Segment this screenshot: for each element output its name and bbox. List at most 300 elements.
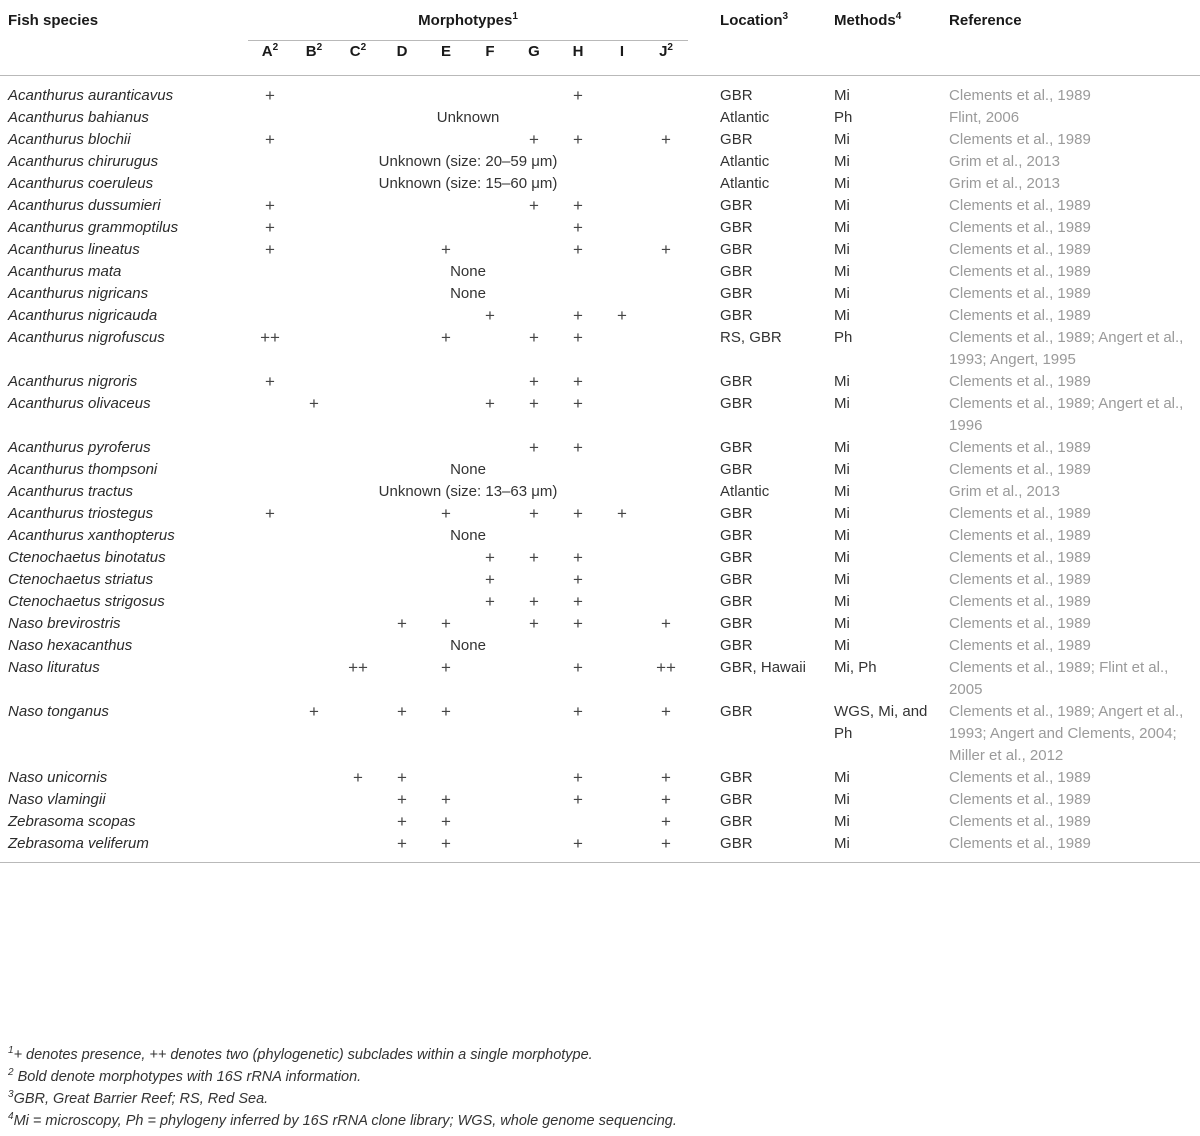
footnotes — [8, 1044, 1188, 1132]
morphotype-cell-f — [468, 437, 512, 459]
morphotype-cell-g — [512, 833, 556, 863]
morphotype-cell-d — [380, 503, 424, 525]
morphotype-note: None — [450, 527, 486, 544]
species-name: Acanthurus tractus — [8, 483, 134, 500]
morphotype-cell-e — [424, 76, 468, 108]
table-row — [0, 481, 1200, 503]
morphotype-note: None — [450, 285, 486, 302]
header-methods-label: Methods — [834, 12, 896, 29]
morphotype-cell-f — [468, 657, 512, 701]
reference-cell: Clements et al., 1989 — [949, 439, 1091, 456]
table-row — [0, 613, 1200, 635]
morphotype-cell-g — [512, 217, 556, 239]
location-cell: GBR — [720, 791, 753, 808]
table-row — [0, 547, 1200, 569]
morphotype-cell-a: + — [265, 130, 275, 149]
morphotype-cell-f — [468, 613, 512, 635]
location-cell: GBR — [720, 637, 753, 654]
gap-cell — [688, 591, 720, 613]
morphotype-sup: 2 — [667, 42, 673, 53]
morphotype-cell-h: + — [573, 86, 583, 105]
table-row — [0, 327, 1200, 371]
table-row — [0, 151, 1200, 173]
reference-cell: Clements et al., 1989 — [949, 615, 1091, 632]
morphotype-cell-e — [424, 371, 468, 393]
morphotype-cell-g: + — [529, 438, 539, 457]
reference-cell: Grim et al., 2013 — [949, 175, 1060, 192]
reference-cell: Clements et al., 1989 — [949, 813, 1091, 830]
morphotype-note: Unknown (size: 13–63 μm) — [378, 483, 558, 500]
footnote-text: GBR, Great Barrier Reef; RS, Red Sea. — [13, 1091, 269, 1107]
methods-cell: Mi — [834, 813, 850, 830]
location-cell: GBR, Hawaii — [720, 659, 806, 676]
morphotype-cell-c — [336, 503, 380, 525]
gap-cell — [688, 657, 720, 701]
morphotype-cell-c — [336, 701, 380, 767]
table-row — [0, 107, 1200, 129]
location-cell: GBR — [720, 219, 753, 236]
morphotype-cell-c — [336, 129, 380, 151]
morphotype-cell-a — [248, 305, 292, 327]
species-name: Acanthurus nigricauda — [8, 307, 158, 324]
table-row — [0, 371, 1200, 393]
morphotype-cell-c — [336, 591, 380, 613]
morphotype-header-d — [380, 41, 424, 76]
morphotype-cell-e — [424, 547, 468, 569]
morphotype-cell-j — [644, 591, 688, 613]
location-cell: Atlantic — [720, 483, 770, 500]
header-morphotypes-label: Morphotypes — [418, 12, 513, 29]
morphotype-cell-g — [512, 811, 556, 833]
morphotype-cell-c — [336, 239, 380, 261]
morphotype-header-j — [644, 41, 688, 76]
methods-cell: Mi — [834, 637, 850, 654]
morphotype-cell-h: + — [573, 614, 583, 633]
morphotype-cell-g: + — [529, 394, 539, 413]
morphotype-cell-a — [248, 393, 292, 437]
morphotype-cell-d: + — [397, 812, 407, 831]
morphotype-cell-j — [644, 217, 688, 239]
reference-cell: Grim et al., 2013 — [949, 153, 1060, 170]
gap-cell — [688, 569, 720, 591]
morphotype-header-h — [556, 41, 600, 76]
morphotype-cell-i: + — [617, 504, 627, 523]
reference-cell: Clements et al., 1989; Angert et al., 1993; Angert, 1995 — [949, 329, 1184, 368]
table-row — [0, 635, 1200, 657]
morphotype-cell-h: + — [573, 592, 583, 611]
methods-cell: Ph — [834, 329, 853, 346]
methods-cell: Mi — [834, 153, 850, 170]
footnote-marker: 2 — [8, 1067, 14, 1079]
location-cell: GBR — [720, 373, 753, 390]
morphotype-cell-f: + — [485, 548, 495, 567]
morphotype-cell-j: + — [661, 768, 671, 787]
table-row — [0, 767, 1200, 789]
gap-cell — [688, 217, 720, 239]
location-cell: GBR — [720, 285, 753, 302]
reference-cell: Clements et al., 1989 — [949, 131, 1091, 148]
morphotype-cell-a — [248, 547, 292, 569]
morphotype-label: D — [396, 43, 408, 60]
subheader-blank-methods — [834, 41, 949, 76]
subheader-blank-location — [720, 41, 834, 76]
location-cell: GBR — [720, 769, 753, 786]
species-name: Acanthurus olivaceus — [8, 395, 151, 412]
morphotype-header-a — [248, 41, 292, 76]
gap-cell — [688, 371, 720, 393]
morphotype-cell-a: + — [265, 218, 275, 237]
morphotype-cell-h: + — [573, 790, 583, 809]
species-name: Acanthurus thompsoni — [8, 461, 158, 478]
methods-cell: Mi — [834, 483, 850, 500]
location-cell: GBR — [720, 263, 753, 280]
morphotype-cell-a — [248, 437, 292, 459]
morphotype-header-g — [512, 41, 556, 76]
morphotype-label: B — [305, 43, 317, 60]
morphotype-cell-a: ++ — [260, 328, 280, 347]
morphotype-cell-e — [424, 437, 468, 459]
morphotype-cell-i — [600, 129, 644, 151]
morphotype-cell-f — [468, 371, 512, 393]
gap-cell — [688, 833, 720, 863]
morphotype-cell-b — [292, 327, 336, 371]
morphotype-label: E — [440, 43, 451, 60]
location-cell: Atlantic — [720, 153, 770, 170]
morphotype-cell-e — [424, 129, 468, 151]
location-cell: Atlantic — [720, 175, 770, 192]
morphotype-cell-f — [468, 217, 512, 239]
morphotype-cell-h: + — [573, 438, 583, 457]
morphotype-cell-e — [424, 591, 468, 613]
gap-cell — [688, 239, 720, 261]
footnote-text: Mi = microscopy, Ph = phylogeny inferred by 16S rRNA clone library; WGS, whole genome sequencing. — [13, 1113, 677, 1129]
morphotype-cell-d — [380, 393, 424, 437]
table-row — [0, 217, 1200, 239]
table-row — [0, 525, 1200, 547]
methods-cell: Mi — [834, 285, 850, 302]
location-cell: GBR — [720, 835, 753, 852]
morphotype-cell-g: + — [529, 196, 539, 215]
morphotype-cell-j — [644, 327, 688, 371]
species-name: Naso unicornis — [8, 769, 108, 786]
morphotype-cell-j: + — [661, 130, 671, 149]
morphotype-cell-b — [292, 657, 336, 701]
morphotype-cell-h: + — [573, 570, 583, 589]
table-row — [0, 305, 1200, 327]
morphotype-note: Unknown — [436, 109, 500, 126]
morphotype-cell-i — [600, 767, 644, 789]
morphotype-header-b — [292, 41, 336, 76]
morphotype-cell-c — [336, 327, 380, 371]
morphotype-cell-e: + — [441, 834, 451, 853]
species-name: Acanthurus pyroferus — [8, 439, 151, 456]
morphotype-cell-b — [292, 195, 336, 217]
morphotype-note: Unknown (size: 20–59 μm) — [378, 153, 558, 170]
morphotype-cell-a — [248, 657, 292, 701]
table-row — [0, 437, 1200, 459]
morphotype-cell-i: + — [617, 306, 627, 325]
morphotype-label: I — [619, 43, 625, 60]
morphotype-cell-a — [248, 789, 292, 811]
gap-cell — [688, 635, 720, 657]
gap-cell — [688, 305, 720, 327]
morphotype-cell-i — [600, 437, 644, 459]
morphotype-cell-b — [292, 503, 336, 525]
reference-cell: Clements et al., 1989 — [949, 505, 1091, 522]
location-cell: GBR — [720, 439, 753, 456]
species-name: Acanthurus chirurugus — [8, 153, 159, 170]
morphotype-cell-b — [292, 547, 336, 569]
morphotype-cell-h: + — [573, 372, 583, 391]
morphotype-cell-h: + — [573, 328, 583, 347]
location-cell: GBR — [720, 241, 753, 258]
morphotype-cell-j: + — [661, 240, 671, 259]
methods-cell: Mi — [834, 527, 850, 544]
header-gap — [688, 10, 720, 41]
table-row — [0, 283, 1200, 305]
morphotype-cell-d — [380, 76, 424, 108]
morphotype-cell-a: + — [265, 240, 275, 259]
morphotype-label: J — [659, 43, 668, 60]
morphotype-cell-a — [248, 701, 292, 767]
reference-cell: Clements et al., 1989 — [949, 373, 1091, 390]
morphotype-cell-h: + — [573, 702, 583, 721]
morphotype-cell-f — [468, 833, 512, 863]
methods-cell: Mi — [834, 769, 850, 786]
methods-cell: Mi — [834, 307, 850, 324]
morphotype-cell-i — [600, 76, 644, 108]
species-name: Acanthurus blochii — [8, 131, 131, 148]
methods-cell: Mi — [834, 241, 850, 258]
species-name: Acanthurus xanthopterus — [8, 527, 175, 544]
morphotype-cell-g: + — [529, 130, 539, 149]
gap-cell — [688, 767, 720, 789]
morphotype-cell-g: + — [529, 504, 539, 523]
reference-cell: Clements et al., 1989 — [949, 219, 1091, 236]
gap-cell — [688, 195, 720, 217]
morphotype-cell-c — [336, 371, 380, 393]
reference-cell: Clements et al., 1989 — [949, 527, 1091, 544]
location-cell: GBR — [720, 571, 753, 588]
morphotype-cell-j — [644, 305, 688, 327]
location-cell: GBR — [720, 593, 753, 610]
table-row — [0, 129, 1200, 151]
morphotype-cell-c — [336, 217, 380, 239]
footnote — [8, 1088, 1188, 1110]
morphotype-cell-b — [292, 613, 336, 635]
footnote — [8, 1110, 1188, 1132]
reference-cell: Clements et al., 1989 — [949, 791, 1091, 808]
morphotype-cell-c — [336, 437, 380, 459]
morphotype-cell-b: + — [309, 394, 319, 413]
morphotype-cell-d — [380, 591, 424, 613]
morphotype-cell-i — [600, 327, 644, 371]
morphotype-cell-c: ++ — [348, 658, 368, 677]
header-location-label: Location — [720, 12, 783, 29]
morphotype-cell-b — [292, 305, 336, 327]
morphotype-cell-b — [292, 129, 336, 151]
morphotype-cell-g: + — [529, 328, 539, 347]
morphotype-cell-i — [600, 217, 644, 239]
methods-cell: Mi — [834, 549, 850, 566]
methods-cell: Mi — [834, 197, 850, 214]
species-name: Naso vlamingii — [8, 791, 106, 808]
morphotype-cell-c — [336, 811, 380, 833]
morphotype-cell-f — [468, 811, 512, 833]
morphotype-cell-a — [248, 833, 292, 863]
morphotype-cell-i — [600, 239, 644, 261]
table-row — [0, 261, 1200, 283]
species-name: Acanthurus triostegus — [8, 505, 154, 522]
table-row — [0, 195, 1200, 217]
morphotype-cell-e: + — [441, 328, 451, 347]
morphotype-note: None — [450, 461, 486, 478]
species-name: Acanthurus auranticavus — [8, 87, 174, 104]
morphotype-cell-d — [380, 371, 424, 393]
morphotype-cell-d — [380, 305, 424, 327]
morphotype-cell-h: + — [573, 196, 583, 215]
reference-cell: Clements et al., 1989 — [949, 637, 1091, 654]
header-methods — [834, 10, 949, 41]
morphotype-cell-g — [512, 239, 556, 261]
gap-cell — [688, 129, 720, 151]
morphotype-cell-a — [248, 767, 292, 789]
morphotype-cell-j — [644, 195, 688, 217]
table-row — [0, 393, 1200, 437]
reference-cell: Grim et al., 2013 — [949, 483, 1060, 500]
table-row — [0, 811, 1200, 833]
morphotype-cell-e: + — [441, 702, 451, 721]
methods-cell: Mi — [834, 439, 850, 456]
morphotype-cell-c — [336, 195, 380, 217]
morphotype-cell-a — [248, 613, 292, 635]
morphotype-cell-a: + — [265, 504, 275, 523]
morphotype-header-i — [600, 41, 644, 76]
header-row — [0, 10, 1200, 41]
species-name: Acanthurus coeruleus — [8, 175, 154, 192]
morphotype-cell-j — [644, 393, 688, 437]
header-location — [720, 10, 834, 41]
morphotype-cell-c — [336, 305, 380, 327]
morphotype-cell-d — [380, 547, 424, 569]
morphotype-cell-i — [600, 701, 644, 767]
morphotype-label: C — [349, 43, 361, 60]
reference-cell: Clements et al., 1989 — [949, 197, 1091, 214]
morphotype-cell-d: + — [397, 768, 407, 787]
methods-cell: Mi — [834, 175, 850, 192]
morphotype-cell-d — [380, 327, 424, 371]
morphotype-cell-h: + — [573, 306, 583, 325]
footnote-marker: 1 — [8, 1045, 14, 1057]
reference-cell: Clements et al., 1989 — [949, 549, 1091, 566]
morphotype-cell-a: + — [265, 196, 275, 215]
morphotype-cell-a: + — [265, 372, 275, 391]
gap-cell — [688, 393, 720, 437]
table-row — [0, 657, 1200, 701]
location-cell: GBR — [720, 549, 753, 566]
location-cell: GBR — [720, 395, 753, 412]
species-name: Naso hexacanthus — [8, 637, 133, 654]
species-name: Acanthurus lineatus — [8, 241, 140, 258]
morphotype-cell-f — [468, 76, 512, 108]
gap-cell — [688, 481, 720, 503]
table-row — [0, 239, 1200, 261]
methods-cell: Mi — [834, 505, 850, 522]
gap-cell — [688, 327, 720, 371]
location-cell: GBR — [720, 813, 753, 830]
reference-cell: Clements et al., 1989 — [949, 263, 1091, 280]
reference-cell: Clements et al., 1989 — [949, 835, 1091, 852]
morphotype-cell-d — [380, 217, 424, 239]
reference-cell: Clements et al., 1989 — [949, 241, 1091, 258]
morphotype-cell-a — [248, 569, 292, 591]
morphotype-cell-a — [248, 591, 292, 613]
morphotype-cell-i — [600, 657, 644, 701]
morphotype-note: Unknown (size: 15–60 μm) — [378, 175, 558, 192]
morphotype-cell-b — [292, 833, 336, 863]
morphotype-header-c — [336, 41, 380, 76]
table-row — [0, 76, 1200, 108]
table-row — [0, 833, 1200, 863]
morphotype-cell-a — [248, 811, 292, 833]
morphotype-cell-j: ++ — [656, 658, 676, 677]
footnote — [8, 1066, 1188, 1088]
morphotype-cell-b — [292, 217, 336, 239]
morphotype-cell-f: + — [485, 306, 495, 325]
morphotype-cell-b — [292, 371, 336, 393]
species-name: Naso brevirostris — [8, 615, 121, 632]
morphotype-cell-e: + — [441, 240, 451, 259]
morphotype-cell-f — [468, 239, 512, 261]
morphotype-cell-h: + — [573, 658, 583, 677]
morphotype-cell-g — [512, 76, 556, 108]
morphotype-cell-c — [336, 393, 380, 437]
gap-cell — [688, 459, 720, 481]
header-reference: Reference — [949, 12, 1022, 29]
footnote-marker: 4 — [8, 1111, 14, 1123]
morphotype-cell-h: + — [573, 548, 583, 567]
header-fish-species: Fish species — [8, 12, 99, 29]
reference-cell: Flint, 2006 — [949, 109, 1020, 126]
morphotype-header-e — [424, 41, 468, 76]
location-cell: GBR — [720, 307, 753, 324]
morphotype-cell-j — [644, 76, 688, 108]
morphotype-cell-j: + — [661, 812, 671, 831]
morphotype-cell-d — [380, 657, 424, 701]
morphotype-cell-e: + — [441, 658, 451, 677]
morphotype-label: F — [485, 43, 495, 60]
morphotype-cell-e — [424, 195, 468, 217]
species-name: Zebrasoma scopas — [8, 813, 136, 830]
morphotype-cell-f: + — [485, 394, 495, 413]
morphotype-cell-e — [424, 305, 468, 327]
morphotype-cell-b — [292, 767, 336, 789]
morphotype-cell-g — [512, 701, 556, 767]
morphotype-cell-f: + — [485, 592, 495, 611]
gap-cell — [688, 789, 720, 811]
methods-cell: Ph — [834, 109, 853, 126]
gap-cell — [688, 283, 720, 305]
reference-cell: Clements et al., 1989 — [949, 769, 1091, 786]
footnote — [8, 1044, 1188, 1066]
reference-cell: Clements et al., 1989 — [949, 285, 1091, 302]
morphotype-cell-i — [600, 569, 644, 591]
species-name: Ctenochaetus binotatus — [8, 549, 166, 566]
table-row — [0, 459, 1200, 481]
methods-cell: Mi — [834, 373, 850, 390]
gap-cell — [688, 547, 720, 569]
morphotype-cell-d — [380, 195, 424, 217]
